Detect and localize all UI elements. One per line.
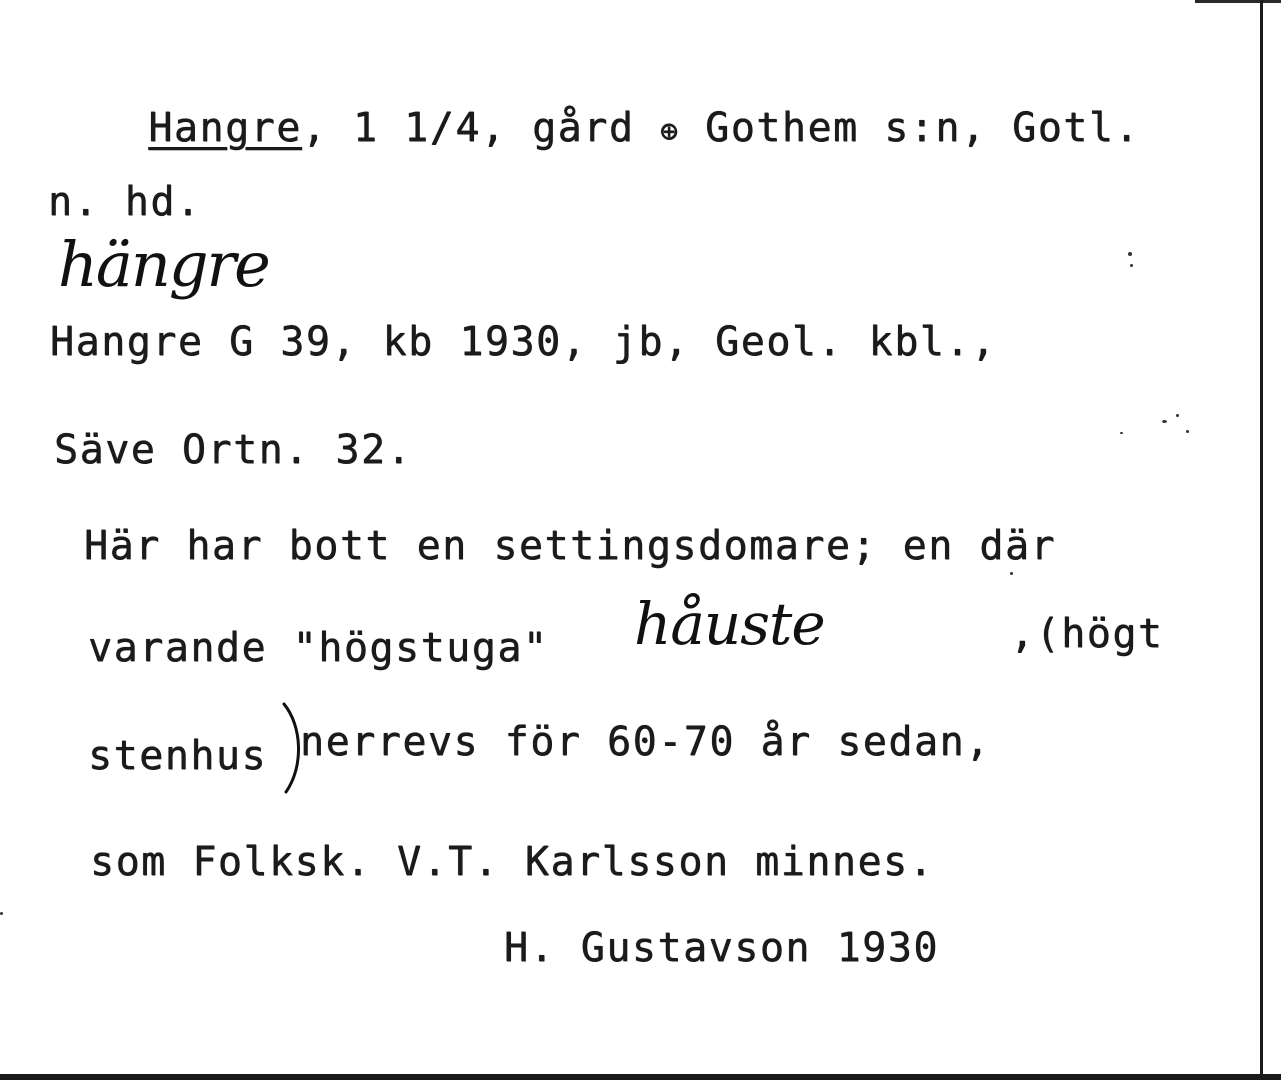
sources-line-1: Hangre G 39, kb 1930, jb, Geol. kbl., — [50, 319, 997, 365]
card-top-edge — [1195, 0, 1281, 3]
handwritten-word: håuste — [634, 590, 825, 658]
scan-speck — [1128, 252, 1132, 256]
scan-speck — [1010, 572, 1013, 575]
farm-symbol-icon: ⊕ — [659, 114, 680, 149]
place-name: Hangre — [148, 105, 302, 151]
scan-speck — [1162, 420, 1167, 423]
scan-speck — [1186, 430, 1189, 433]
signature: H. Gustavson 1930 — [504, 925, 939, 971]
scan-speck — [1176, 414, 1179, 417]
note-line-2b: ,(högt — [1010, 611, 1164, 657]
note-line-3b: nerrevs för 60-70 år sedan, — [300, 719, 991, 765]
parish-text: Gothem s:n, Gotl. — [679, 105, 1141, 151]
scan-speck — [0, 912, 3, 915]
note-line-3a: stenhus — [88, 733, 268, 779]
handwritten-pronunciation: hängre — [58, 228, 269, 301]
card-right-edge — [1260, 0, 1263, 1080]
scan-speck — [1120, 432, 1123, 434]
district-line: n. hd. — [48, 179, 202, 225]
sources-line-2: Säve Ortn. 32. — [54, 427, 413, 473]
heading-details: , 1 1/4, gård — [301, 105, 660, 151]
heading-line — [46, 68, 1140, 188]
note-line-4: som Folksk. V.T. Karlsson minnes. — [90, 839, 935, 885]
note-line-1: Här har bott en settingsdomare; en där — [84, 523, 1057, 569]
note-line-2a: varande "högstuga" — [88, 625, 549, 671]
scan-speck — [1130, 264, 1133, 267]
card-bottom-edge — [0, 1074, 1281, 1080]
